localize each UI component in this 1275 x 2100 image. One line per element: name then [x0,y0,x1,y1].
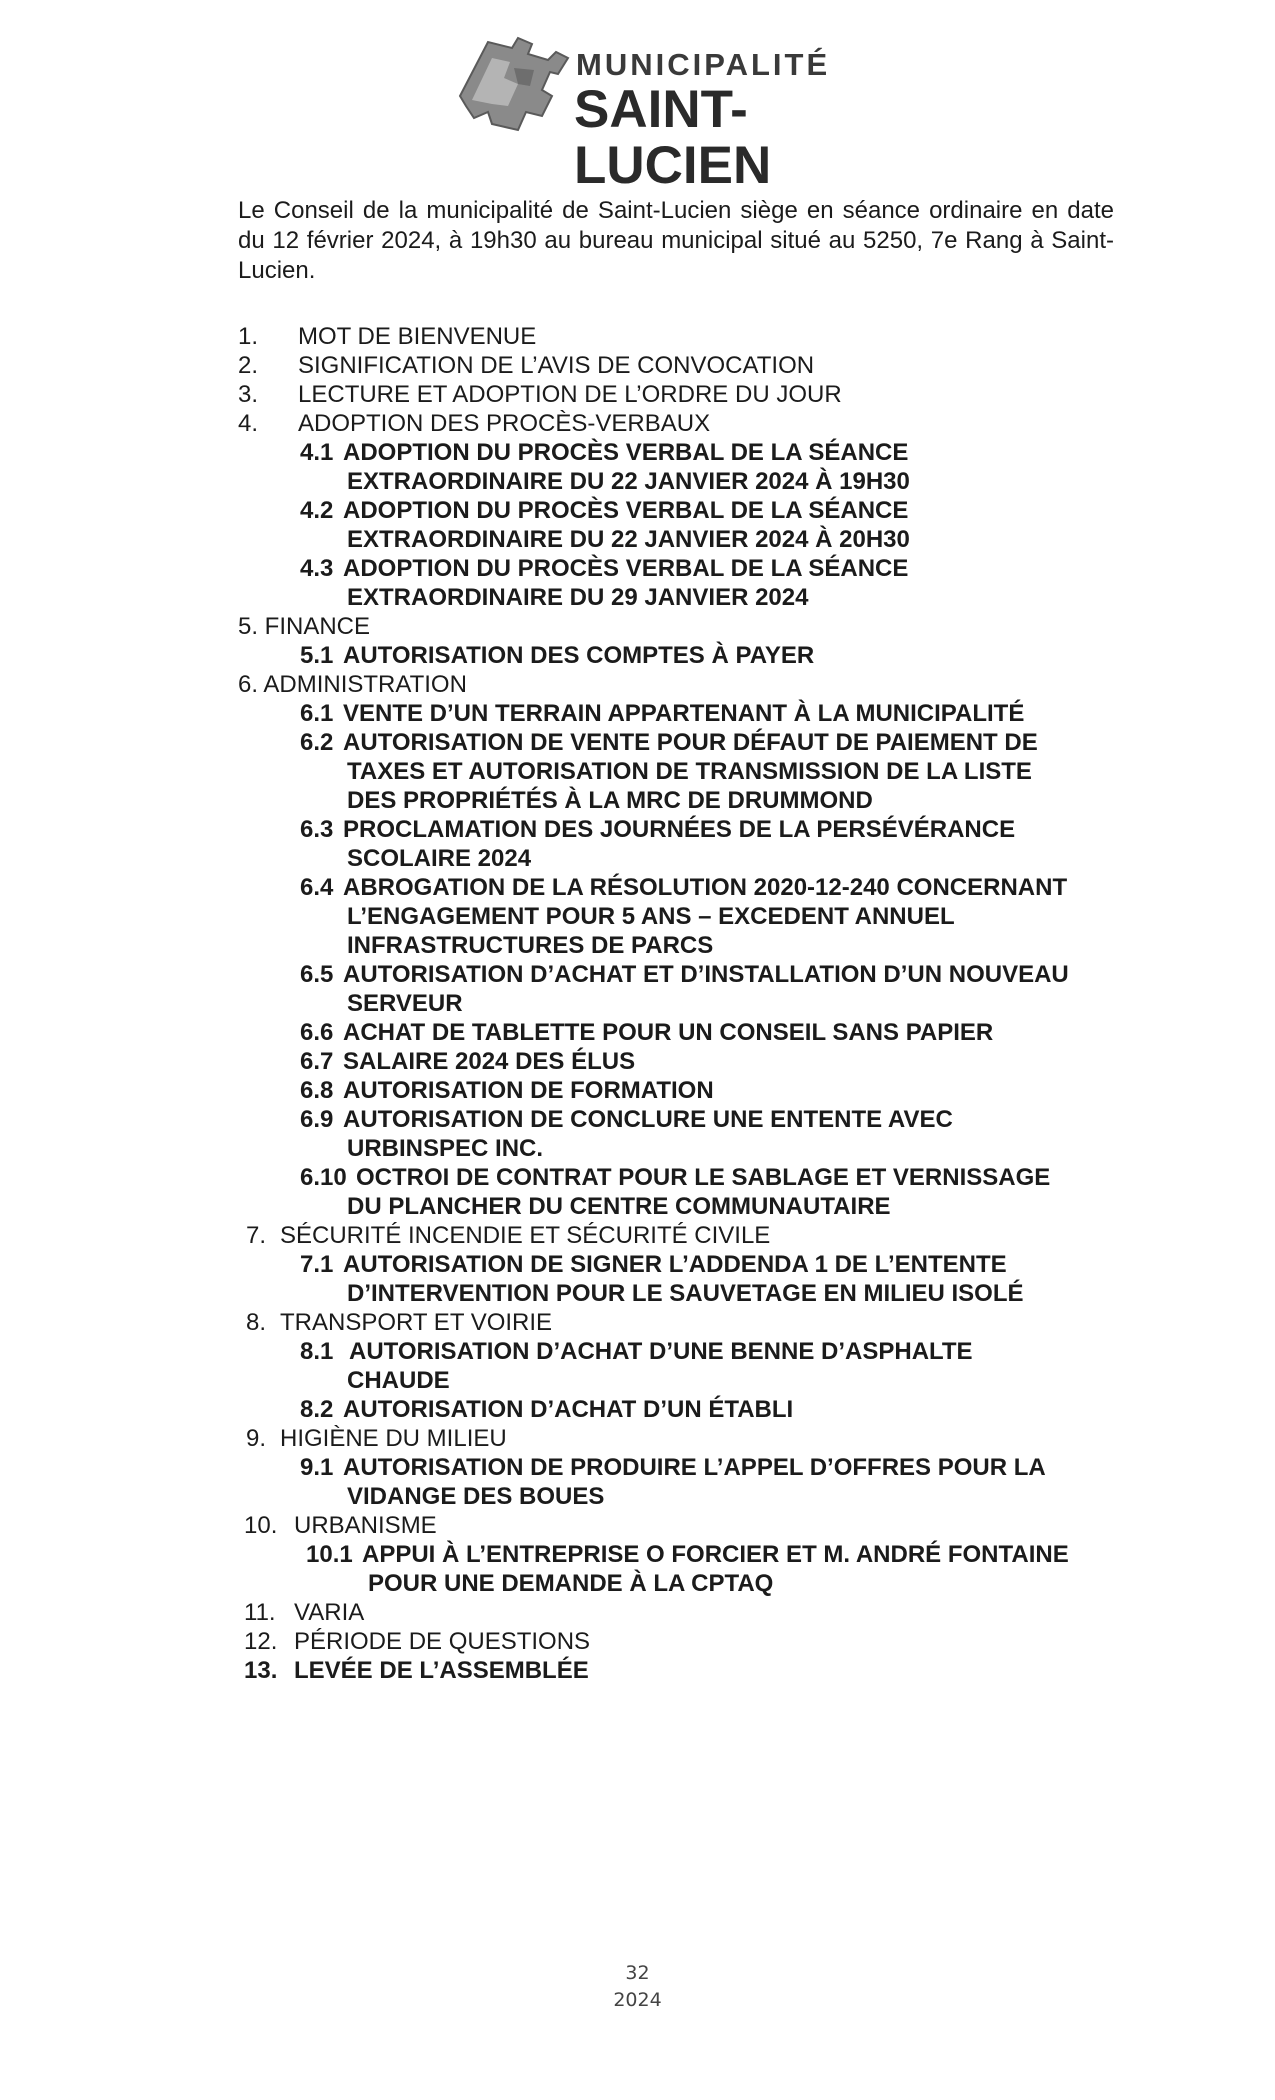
subitem-number: 10.1 [306,1541,353,1568]
subitem-number: 4.1 [300,439,334,466]
subitem-number: 8.1 [300,1338,334,1365]
subitem-text-cont: D’INTERVENTION POUR LE SAUVETAGE EN MILIEU ISOLÉ [347,1280,1024,1307]
subitem-text: AUTORISATION D’ACHAT ET D’INSTALLATION D’UN NOUVEAU [343,961,1069,988]
item-number: 3. [238,381,259,408]
agenda-item-7 [0,1221,1275,1250]
subitem-text: AUTORISATION DE CONCLURE UNE ENTENTE AVEC [343,1106,953,1133]
subitem-text-cont: POUR UNE DEMANDE À LA CPTAQ [368,1570,774,1597]
subitem-text-cont: CHAUDE [347,1367,450,1394]
subitem-text: AUTORISATION DE VENTE POUR DÉFAUT DE PAIEMENT DE [343,729,1038,756]
agenda-subitem-6-9 [0,1105,1275,1163]
agenda-subitem-6-2 [0,728,1275,815]
subitem-text-cont: VIDANGE DES BOUES [347,1483,605,1510]
agenda-subitem-6-5 [0,960,1275,1018]
agenda-item-12 [0,1627,1275,1656]
agenda-list [0,322,1275,1685]
item-text: MOT DE BIENVENUE [298,323,537,350]
item-text: LEVÉE DE L’ASSEMBLÉE [294,1657,589,1684]
agenda-item-13 [0,1656,1275,1685]
item-text: 6. ADMINISTRATION [238,671,467,698]
page-number: 32 [625,1962,650,1984]
subitem-text: VENTE D’UN TERRAIN APPARTENANT À LA MUNICIPALITÉ [343,700,1025,727]
subitem-number: 6.4 [300,874,334,901]
item-number: 11. [244,1599,276,1626]
municipality-logo [452,34,872,195]
agenda-item-4 [0,409,1275,438]
subitem-number: 5.1 [300,642,334,669]
subitem-text-cont: L’ENGAGEMENT POUR 5 ANS – EXCEDENT ANNUEL [347,903,955,930]
subitem-text-cont: EXTRAORDINAIRE DU 22 JANVIER 2024 À 20H30 [347,526,910,553]
agenda-item-10 [0,1511,1275,1540]
agenda-subitem-6-8 [0,1076,1275,1105]
subitem-text: AUTORISATION DES COMPTES À PAYER [343,642,815,669]
agenda-subitem-5-1 [0,641,1275,670]
agenda-item-6 [0,670,1275,699]
subitem-text: PROCLAMATION DES JOURNÉES DE LA PERSÉVÉRANCE [343,816,1016,843]
agenda-item-1 [0,322,1275,351]
agenda-subitem-4-3 [0,554,1275,612]
item-number: 1. [238,323,259,350]
subitem-number: 6.3 [300,816,334,843]
item-number: 4. [238,410,259,437]
item-number: 12. [244,1628,278,1655]
item-text: TRANSPORT ET VOIRIE [280,1309,553,1336]
item-text: SIGNIFICATION DE L’AVIS DE CONVOCATION [298,352,815,379]
agenda-item-3 [0,380,1275,409]
agenda-subitem-8-1 [0,1337,1275,1395]
subitem-number: 6.10 [300,1164,347,1191]
agenda-subitem-6-3 [0,815,1275,873]
subitem-number: 6.2 [300,729,334,756]
subitem-number: 6.8 [300,1077,334,1104]
agenda-subitem-6-1 [0,699,1275,728]
subitem-number: 4.3 [300,555,334,582]
subitem-text: AUTORISATION DE SIGNER L’ADDENDA 1 DE L’ENTENTE [343,1251,1007,1278]
item-text: SÉCURITÉ INCENDIE ET SÉCURITÉ CIVILE [280,1222,771,1249]
agenda-subitem-7-1 [0,1250,1275,1308]
subitem-text-cont: EXTRAORDINAIRE DU 29 JANVIER 2024 [347,584,809,611]
subitem-number: 6.6 [300,1019,334,1046]
subitem-text: OCTROI DE CONTRAT POUR LE SABLAGE ET VERNISSAGE [356,1164,1051,1191]
item-text: ADOPTION DES PROCÈS-VERBAUX [298,410,711,437]
subitem-text-cont: DES PROPRIÉTÉS À LA MRC DE DRUMMOND [347,787,873,814]
item-text: HIGIÈNE DU MILIEU [280,1425,507,1452]
item-number: 8. [246,1309,267,1336]
agenda-subitem-6-7 [0,1047,1275,1076]
page-footer [0,1960,1275,2014]
logo-title: SAINT-LUCIEN [574,80,772,195]
agenda-subitem-4-2 [0,496,1275,554]
subitem-number: 8.2 [300,1396,334,1423]
agenda-subitem-8-2 [0,1395,1275,1424]
footer-year: 2024 [613,1989,662,2011]
subitem-text: ABROGATION DE LA RÉSOLUTION 2020-12-240 CONCERNANT [343,874,1068,901]
subitem-text-cont: SCOLAIRE 2024 [347,845,532,872]
item-text: VARIA [294,1599,365,1626]
subitem-number: 7.1 [300,1251,334,1278]
subitem-number: 6.9 [300,1106,334,1133]
agenda-subitem-9-1 [0,1453,1275,1511]
subitem-text: APPUI À L’ENTREPRISE O FORCIER ET M. ANDRÉ FONTAINE [362,1541,1069,1568]
subitem-number: 6.1 [300,700,334,727]
subitem-text-cont: SERVEUR [347,990,463,1017]
subitem-text: AUTORISATION DE PRODUIRE L’APPEL D’OFFRES POUR LA [343,1454,1046,1481]
agenda-item-2 [0,351,1275,380]
item-text: 5. FINANCE [238,613,371,640]
subitem-text-cont: INFRASTRUCTURES DE PARCS [347,932,714,959]
subitem-text: ADOPTION DU PROCÈS VERBAL DE LA SÉANCE [343,555,909,582]
subitem-text-cont: EXTRAORDINAIRE DU 22 JANVIER 2024 À 19H30 [347,468,910,495]
subitem-text: AUTORISATION DE FORMATION [343,1077,714,1104]
agenda-subitem-6-4 [0,873,1275,960]
logo-subtitle: MUNICIPALITÉ [576,47,831,82]
agenda-subitem-6-10 [0,1163,1275,1221]
subitem-text: ADOPTION DU PROCÈS VERBAL DE LA SÉANCE [343,497,909,524]
item-number: 10. [244,1512,278,1539]
intro-paragraph: Le Conseil de la municipalité de Saint-Lucien siège en séance ordinaire en date du 12 février 2024, à 19h30 au bureau municipal situé au 5250, 7e Rang à Saint-Lucien. [238,197,1114,284]
subitem-text: SALAIRE 2024 DES ÉLUS [343,1048,636,1075]
subitem-number: 6.5 [300,961,334,988]
agenda-item-11 [0,1598,1275,1627]
item-text: LECTURE ET ADOPTION DE L’ORDRE DU JOUR [298,381,842,408]
item-number: 9. [246,1425,267,1452]
subitem-number: 4.2 [300,497,334,524]
agenda-subitem-10-1 [0,1540,1275,1598]
item-text: PÉRIODE DE QUESTIONS [294,1628,591,1655]
item-number: 7. [246,1222,267,1249]
item-number: 2. [238,352,259,379]
agenda-subitem-4-1 [0,438,1275,496]
item-text: URBANISME [294,1512,437,1539]
subitem-text: ACHAT DE TABLETTE POUR UN CONSEIL SANS PAPIER [343,1019,994,1046]
subitem-text: AUTORISATION D’ACHAT D’UN ÉTABLI [343,1396,794,1423]
agenda-item-5 [0,612,1275,641]
agenda-subitem-6-6 [0,1018,1275,1047]
subitem-text-cont: URBINSPEC INC. [347,1135,544,1162]
subitem-text-cont: DU PLANCHER DU CENTRE COMMUNAUTAIRE [347,1193,891,1220]
agenda-item-8 [0,1308,1275,1337]
puzzle-map-icon [452,34,572,138]
subitem-number: 9.1 [300,1454,334,1481]
agenda-item-9 [0,1424,1275,1453]
subitem-text: AUTORISATION D’ACHAT D’UNE BENNE D’ASPHALTE [349,1338,973,1365]
item-number: 13. [244,1657,278,1684]
subitem-number: 6.7 [300,1048,334,1075]
subitem-text-cont: TAXES ET AUTORISATION DE TRANSMISSION DE LA LISTE [347,758,1032,785]
subitem-text: ADOPTION DU PROCÈS VERBAL DE LA SÉANCE [343,439,909,466]
